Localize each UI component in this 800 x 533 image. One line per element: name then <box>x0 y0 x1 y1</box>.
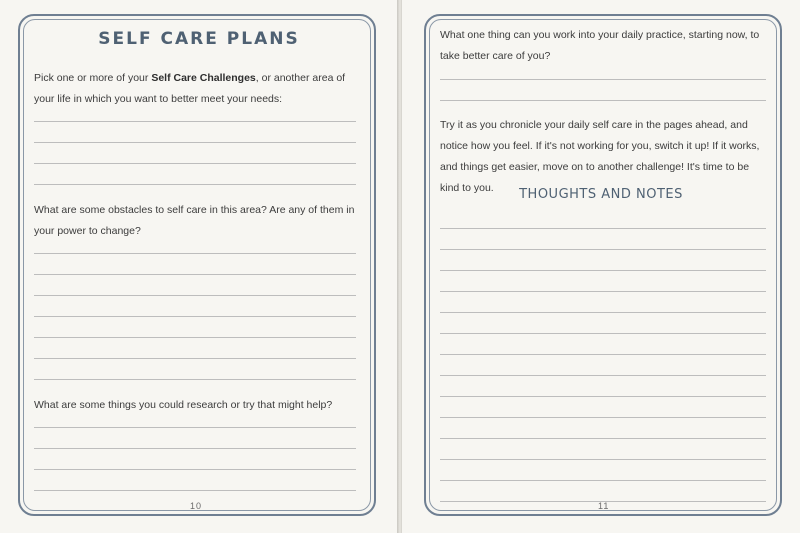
left-page <box>0 0 398 533</box>
page-title: SELF CARE PLANS <box>98 29 300 49</box>
notes-heading: THOUGHTS AND NOTES <box>519 187 683 202</box>
notes-lines[interactable] <box>440 208 766 502</box>
page-number: 10 <box>190 501 203 511</box>
answer-lines-1[interactable] <box>34 101 356 185</box>
self-care-challenges-bold: Self Care Challenges <box>151 72 256 84</box>
answer-lines-3[interactable] <box>34 407 356 491</box>
research-prompt: What are some things you could research or try that might help? <box>34 399 333 411</box>
daily-practice-prompt: What one thing can you work into your daily practice, starting now, to take better care of you? <box>440 29 760 62</box>
page-number: 11 <box>598 501 610 511</box>
chronicle-paragraph: Try it as you chronicle your daily self care in the pages ahead, and notice how you feel. If it's not working for you, switch it up! If it works, and things get easier, move on to another challenge! It's time to be kind to you. <box>440 119 760 194</box>
obstacles-prompt: What are some obstacles to self care in this area? Are any of them in your power to change? <box>34 204 355 237</box>
answer-lines-2[interactable] <box>34 233 356 380</box>
intro-prompt: Pick one or more of your Self Care Challenges, or another area of your life in which you want to better meet your needs: <box>34 72 346 105</box>
right-page <box>402 0 800 533</box>
answer-lines-4[interactable] <box>440 59 766 101</box>
